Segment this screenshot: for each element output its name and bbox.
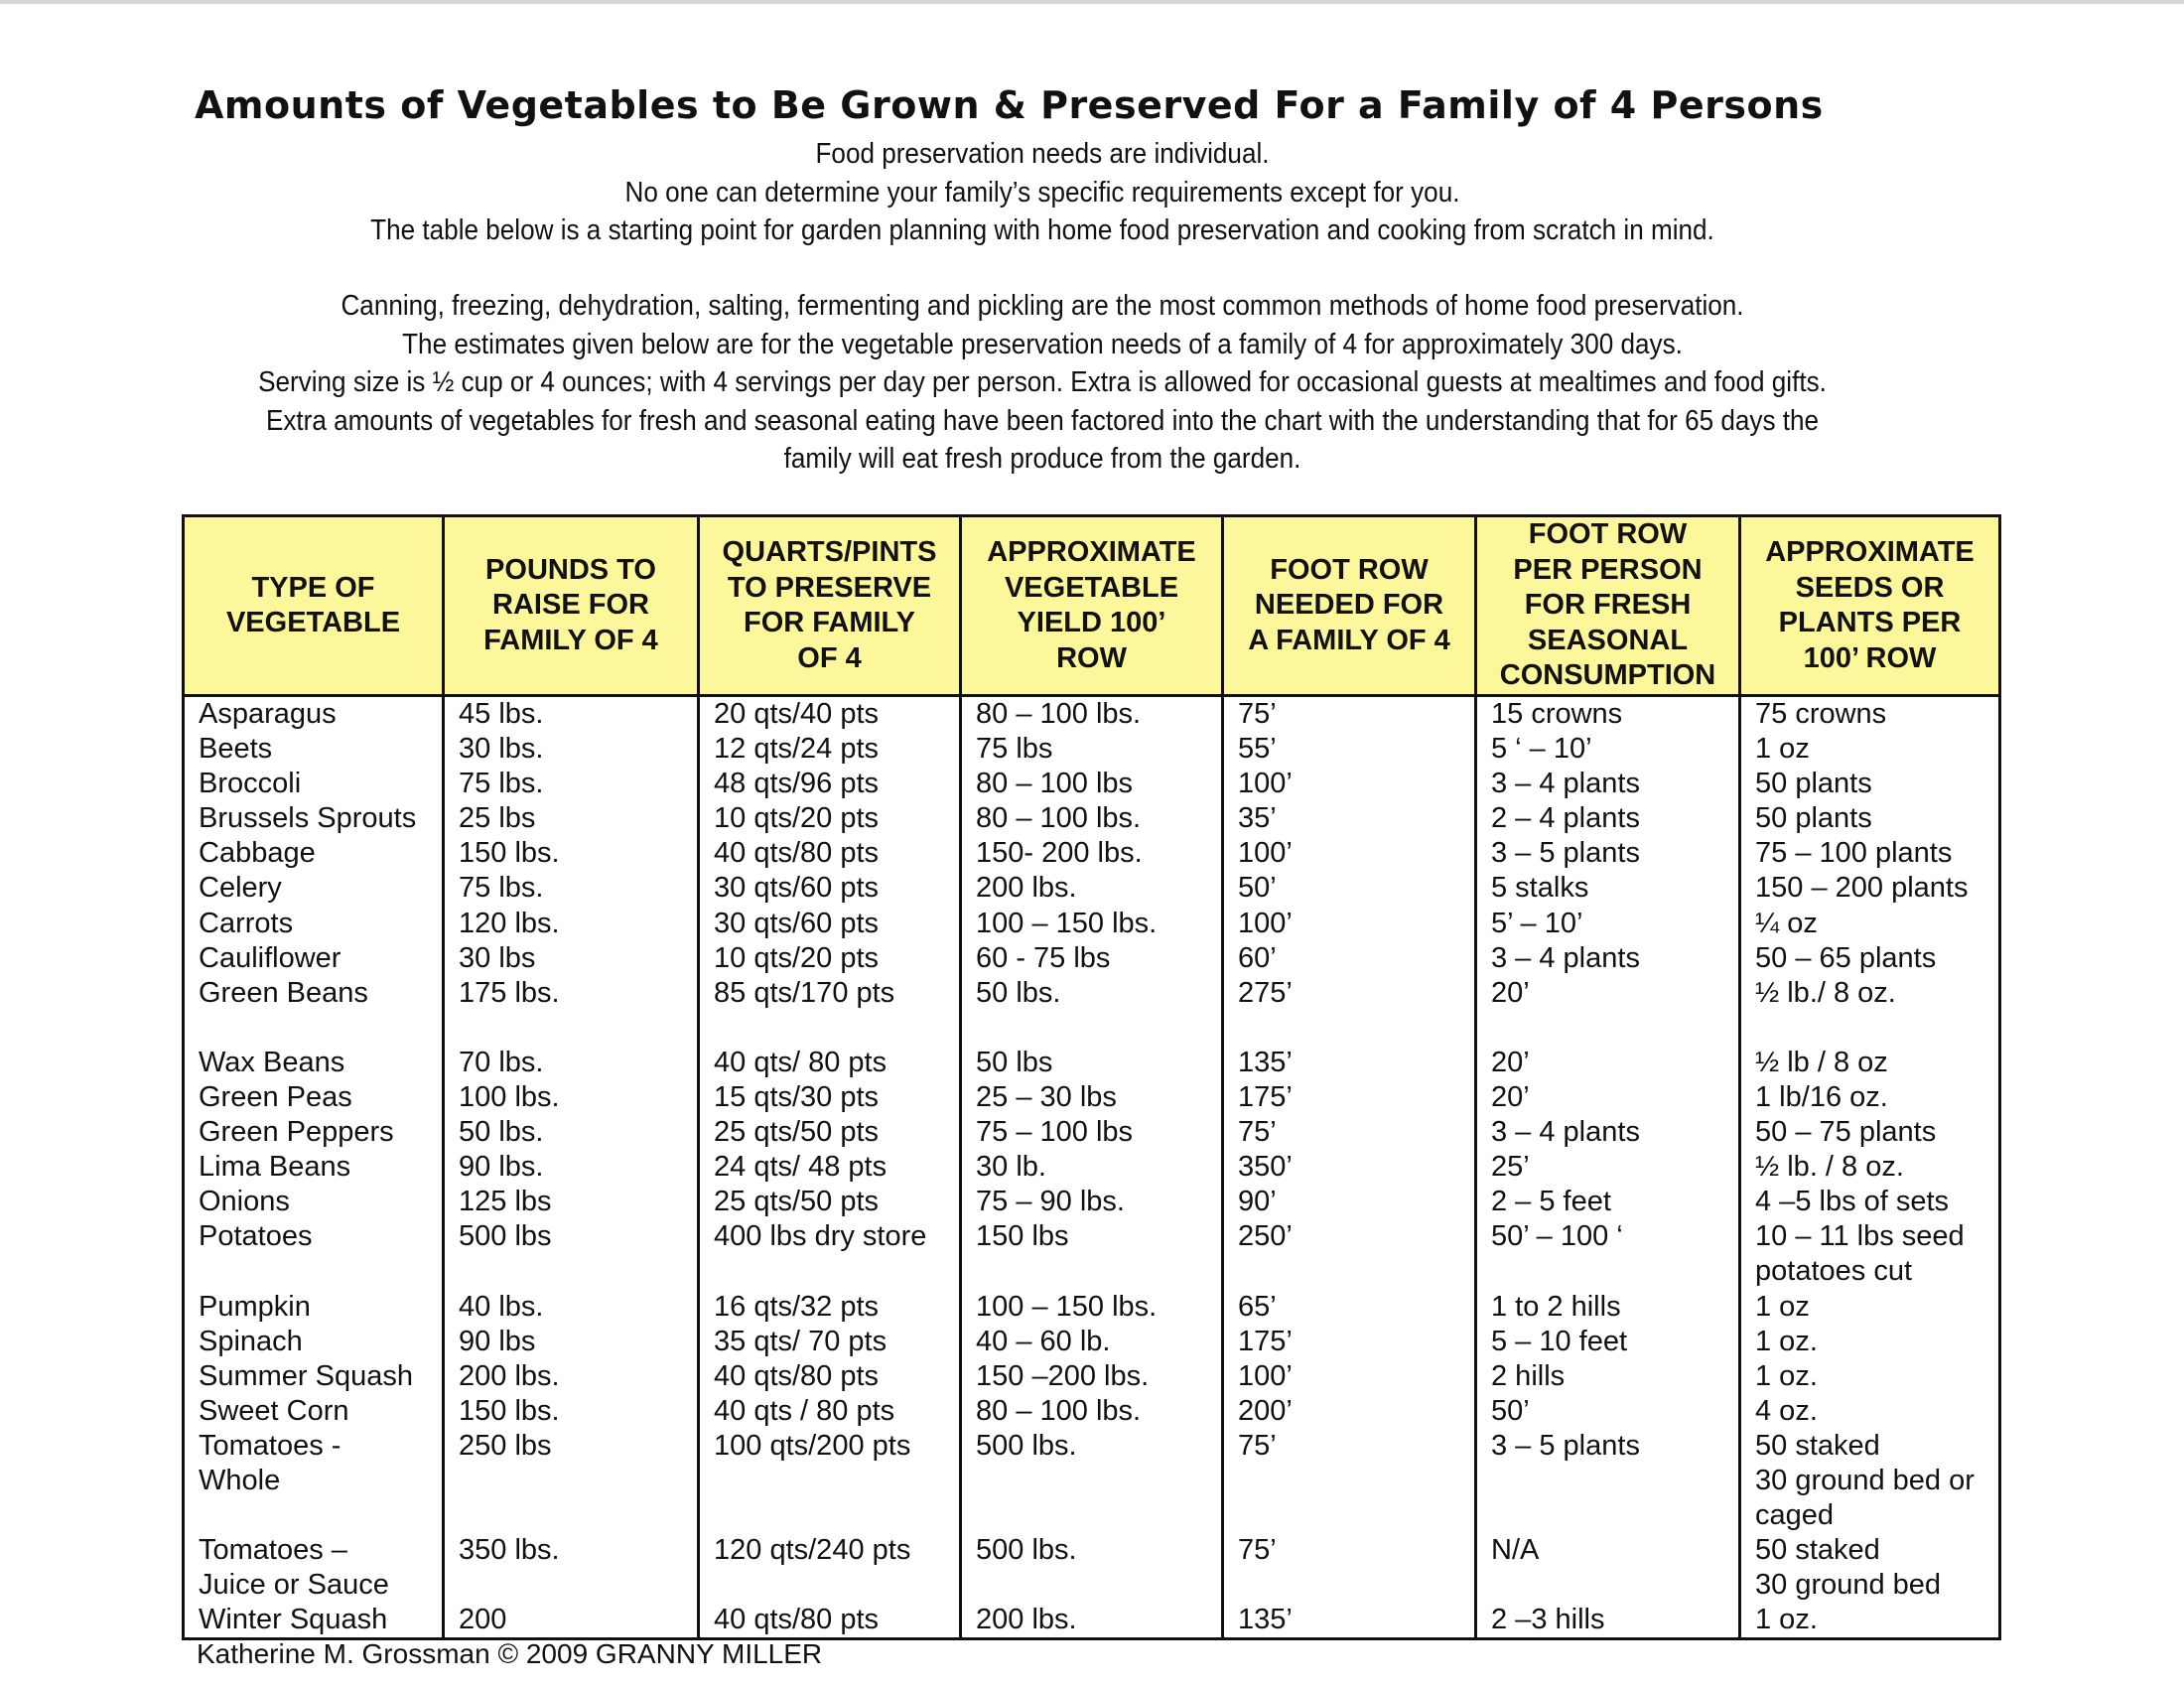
scan-edge [0, 0, 2184, 4]
table-cell: 15 crowns [1476, 696, 1740, 733]
intro-line: The table below is a starting point for garden planning with home food preservation and cooking from scratch in mind. [370, 214, 1714, 246]
table-cell: 25 qts/50 pts [699, 1185, 961, 1219]
table-cell: Broccoli [184, 767, 444, 801]
intro-line: family will eat fresh produce from the garden. [783, 443, 1301, 475]
table-cell: 30 lbs. [444, 732, 699, 767]
table-cell: 1 oz. [1740, 1603, 2000, 1639]
table-cell: 135’ [1223, 1603, 1476, 1639]
table-cell: 50 staked 30 ground bed or caged [1740, 1429, 2000, 1533]
table-cell: 35’ [1223, 801, 1476, 836]
table-cell: 150 lbs [961, 1219, 1223, 1289]
table-header-row [184, 516, 2000, 696]
spacer-cell [961, 1011, 1223, 1046]
table-cell: 3 – 4 plants [1476, 941, 1740, 976]
table-cell: 5 stalks [1476, 871, 1740, 906]
table-cell: Carrots [184, 907, 444, 941]
table-cell: 150 lbs. [444, 836, 699, 871]
table-cell: Celery [184, 871, 444, 906]
table-row [184, 1290, 2000, 1325]
table-cell: Green Beans [184, 976, 444, 1011]
table-cell: 60’ [1223, 941, 1476, 976]
table-cell: Green Peppers [184, 1115, 444, 1150]
table-cell: 85 qts/170 pts [699, 976, 961, 1011]
table-cell: 24 qts/ 48 pts [699, 1150, 961, 1185]
table-cell: 16 qts/32 pts [699, 1290, 961, 1325]
spacer-cell [699, 1011, 961, 1046]
spacer-cell [184, 1011, 444, 1046]
table-cell: Sweet Corn [184, 1394, 444, 1429]
column-header: APPROXIMATE SEEDS OR PLANTS PER 100’ ROW [1740, 516, 2000, 696]
table-cell: 50’ [1223, 871, 1476, 906]
table-cell: 10 qts/20 pts [699, 941, 961, 976]
table-cell: 50 – 75 plants [1740, 1115, 2000, 1150]
table-cell: 50 lbs. [961, 976, 1223, 1011]
table-cell: 5’ – 10’ [1476, 907, 1740, 941]
table-cell: 2 –3 hills [1476, 1603, 1740, 1639]
table-cell: 80 – 100 lbs. [961, 801, 1223, 836]
table-cell: 4 –5 lbs of sets [1740, 1185, 2000, 1219]
group-spacer-row [184, 1011, 2000, 1046]
column-header: APPROXIMATE VEGETABLE YIELD 100’ ROW [961, 516, 1223, 696]
table-cell: 3 – 4 plants [1476, 767, 1740, 801]
table-cell: 50 lbs. [444, 1115, 699, 1150]
table-cell: 5 ‘ – 10’ [1476, 732, 1740, 767]
table-cell: 500 lbs. [961, 1533, 1223, 1603]
table-row [184, 1533, 2000, 1603]
table-cell: 75 – 100 lbs [961, 1115, 1223, 1150]
table-cell: 20’ [1476, 1080, 1740, 1115]
table-cell: 3 – 5 plants [1476, 1429, 1740, 1533]
table-cell: Onions [184, 1185, 444, 1219]
table-cell: 75 lbs. [444, 871, 699, 906]
table-cell: ½ lb / 8 oz [1740, 1046, 2000, 1080]
table-cell: 40 qts / 80 pts [699, 1394, 961, 1429]
table-cell: 80 – 100 lbs. [961, 1394, 1223, 1429]
table-cell: 75’ [1223, 696, 1476, 733]
table-row [184, 801, 2000, 836]
table-cell: 100’ [1223, 836, 1476, 871]
spacer-cell [444, 1011, 699, 1046]
table-cell: 100 qts/200 pts [699, 1429, 961, 1533]
table-cell: Spinach [184, 1325, 444, 1359]
table-cell: ½ lb. / 8 oz. [1740, 1150, 2000, 1185]
table-cell: Green Peas [184, 1080, 444, 1115]
table-cell: 80 – 100 lbs. [961, 696, 1223, 733]
table-cell: 50’ – 100 ‘ [1476, 1219, 1740, 1289]
table-cell: 200 lbs. [961, 871, 1223, 906]
table-cell: 30 qts/60 pts [699, 871, 961, 906]
table-cell: 250’ [1223, 1219, 1476, 1289]
intro-paragraph-2 [247, 287, 1838, 479]
intro-line: Canning, freezing, dehydration, salting, fermenting and pickling are the most common methods of home food preservation. [341, 290, 1744, 322]
table-cell: 2 – 5 feet [1476, 1185, 1740, 1219]
intro-line: No one can determine your family’s specific requirements except for you. [624, 176, 1460, 209]
table-cell: 55’ [1223, 732, 1476, 767]
spacer-cell [1223, 1011, 1476, 1046]
table-row [184, 1394, 2000, 1429]
table-cell: Brussels Sprouts [184, 801, 444, 836]
table-cell: 175’ [1223, 1080, 1476, 1115]
table-cell: 1 lb/16 oz. [1740, 1080, 2000, 1115]
table-row [184, 1325, 2000, 1359]
table-cell: ¼ oz [1740, 907, 2000, 941]
table-cell: 1 oz [1740, 1290, 2000, 1325]
table-cell: 150 – 200 plants [1740, 871, 2000, 906]
table-cell: 100’ [1223, 1359, 1476, 1394]
table-cell: 48 qts/96 pts [699, 767, 961, 801]
table-cell: Potatoes [184, 1219, 444, 1289]
table-cell: Summer Squash [184, 1359, 444, 1394]
table-cell: 1 to 2 hills [1476, 1290, 1740, 1325]
table-cell: 350 lbs. [444, 1533, 699, 1603]
table-row [184, 732, 2000, 767]
table-cell: 10 qts/20 pts [699, 801, 961, 836]
table-row [184, 907, 2000, 941]
intro-paragraph-1 [247, 135, 1838, 250]
table-cell: 200’ [1223, 1394, 1476, 1429]
table-cell: 250 lbs [444, 1429, 699, 1533]
table-cell: Lima Beans [184, 1150, 444, 1185]
table-cell: 4 oz. [1740, 1394, 2000, 1429]
table-cell: N/A [1476, 1533, 1740, 1603]
column-header: POUNDS TO RAISE FOR FAMILY OF 4 [444, 516, 699, 696]
table-cell: 400 lbs dry store [699, 1219, 961, 1289]
table-cell: 150- 200 lbs. [961, 836, 1223, 871]
table-cell: 3 – 5 plants [1476, 836, 1740, 871]
table-row [184, 941, 2000, 976]
intro-line: Food preservation needs are individual. [815, 138, 1270, 170]
table-cell: 15 qts/30 pts [699, 1080, 961, 1115]
table-row [184, 1185, 2000, 1219]
table-cell: 30 lb. [961, 1150, 1223, 1185]
column-header: QUARTS/PINTS TO PRESERVE FOR FAMILY OF 4 [699, 516, 961, 696]
table-cell: 50 plants [1740, 801, 2000, 836]
table-cell: 100’ [1223, 907, 1476, 941]
table-cell: 45 lbs. [444, 696, 699, 733]
table-cell: 75 crowns [1740, 696, 2000, 733]
table-cell: 100’ [1223, 767, 1476, 801]
table-cell: 40 qts/ 80 pts [699, 1046, 961, 1080]
table-cell: 40 qts/80 pts [699, 836, 961, 871]
table-cell: 60 - 75 lbs [961, 941, 1223, 976]
table-cell: 150 –200 lbs. [961, 1359, 1223, 1394]
table-cell: 12 qts/24 pts [699, 732, 961, 767]
table-row [184, 1219, 2000, 1289]
column-header: TYPE OF VEGETABLE [184, 516, 444, 696]
table-cell: Beets [184, 732, 444, 767]
spacer-cell [1476, 1011, 1740, 1046]
table-cell: 500 lbs [444, 1219, 699, 1289]
table-cell: 50 – 65 plants [1740, 941, 2000, 976]
table-cell: Pumpkin [184, 1290, 444, 1325]
vegetable-table [182, 514, 2001, 1640]
table-cell: 5 – 10 feet [1476, 1325, 1740, 1359]
table-cell: 120 lbs. [444, 907, 699, 941]
spacer-cell [1740, 1011, 2000, 1046]
table-cell: 125 lbs [444, 1185, 699, 1219]
table-row [184, 1150, 2000, 1185]
table-cell: 70 lbs. [444, 1046, 699, 1080]
table-cell: 200 [444, 1603, 699, 1639]
table-cell: 1 oz. [1740, 1325, 2000, 1359]
table-cell: Cauliflower [184, 941, 444, 976]
table-cell: 150 lbs. [444, 1394, 699, 1429]
intro-line: Serving size is ½ cup or 4 ounces; with 4 servings per day per person. Extra is allowed for occasional guests at mealtimes and food gifts. [258, 366, 1827, 398]
table-cell: 2 – 4 plants [1476, 801, 1740, 836]
table-row [184, 1429, 2000, 1533]
table-cell: 1 oz. [1740, 1359, 2000, 1394]
table-row [184, 1115, 2000, 1150]
table-cell: 10 – 11 lbs seed potatoes cut [1740, 1219, 2000, 1289]
table-cell: 40 lbs. [444, 1290, 699, 1325]
table-cell: 75 – 100 plants [1740, 836, 2000, 871]
column-header: FOOT ROW NEEDED FOR A FAMILY OF 4 [1223, 516, 1476, 696]
table-cell: 90 lbs [444, 1325, 699, 1359]
table-cell: ½ lb./ 8 oz. [1740, 976, 2000, 1011]
table-row [184, 696, 2000, 733]
table-cell: 40 qts/80 pts [699, 1603, 961, 1639]
table-cell: 1 oz [1740, 732, 2000, 767]
copyright-credit: Katherine M. Grossman © 2009 GRANNY MILLER [197, 1638, 823, 1669]
table-cell: 350’ [1223, 1150, 1476, 1185]
table-cell: 90 lbs. [444, 1150, 699, 1185]
column-header: FOOT ROW PER PERSON FOR FRESH SEASONAL CONSUMPTION [1476, 516, 1740, 696]
table-cell: Tomatoes - Whole [184, 1429, 444, 1533]
table-row [184, 836, 2000, 871]
table-row [184, 1603, 2000, 1639]
table-cell: 30 lbs [444, 941, 699, 976]
table-cell: 20’ [1476, 976, 1740, 1011]
table-cell: 3 – 4 plants [1476, 1115, 1740, 1150]
table-row [184, 1359, 2000, 1394]
table-cell: Asparagus [184, 696, 444, 733]
table-cell: 175’ [1223, 1325, 1476, 1359]
table-cell: 2 hills [1476, 1359, 1740, 1394]
table-row [184, 1080, 2000, 1115]
table-cell: 35 qts/ 70 pts [699, 1325, 961, 1359]
table-cell: Tomatoes – Juice or Sauce [184, 1533, 444, 1603]
intro-line: Extra amounts of vegetables for fresh and seasonal eating have been factored into the chart with the understanding that for 65 days the [265, 404, 1820, 437]
table-row [184, 871, 2000, 906]
intro-line: The estimates given below are for the vegetable preservation needs of a family of 4 for approximately 300 days. [402, 328, 1683, 360]
table-cell: 20’ [1476, 1046, 1740, 1080]
table-cell: 25 qts/50 pts [699, 1115, 961, 1150]
table-cell: 200 lbs. [444, 1359, 699, 1394]
table-cell: 25’ [1476, 1150, 1740, 1185]
table-cell: 90’ [1223, 1185, 1476, 1219]
table-cell: Wax Beans [184, 1046, 444, 1080]
table-cell: 500 lbs. [961, 1429, 1223, 1533]
table-cell: 25 – 30 lbs [961, 1080, 1223, 1115]
table-cell: 50’ [1476, 1394, 1740, 1429]
table-cell: 100 – 150 lbs. [961, 907, 1223, 941]
table-cell: 50 lbs [961, 1046, 1223, 1080]
table-cell: 20 qts/40 pts [699, 696, 961, 733]
page-title: Amounts of Vegetables to Be Grown & Preserved For a Family of 4 Persons [195, 83, 1824, 127]
table-cell: 40 – 60 lb. [961, 1325, 1223, 1359]
table-cell: 100 lbs. [444, 1080, 699, 1115]
table-row [184, 976, 2000, 1011]
table-cell: 75 lbs. [444, 767, 699, 801]
table-cell: 75 – 90 lbs. [961, 1185, 1223, 1219]
table-cell: 120 qts/240 pts [699, 1533, 961, 1603]
table-cell: 65’ [1223, 1290, 1476, 1325]
table-cell: 30 qts/60 pts [699, 907, 961, 941]
table-cell: 135’ [1223, 1046, 1476, 1080]
table-cell: 100 – 150 lbs. [961, 1290, 1223, 1325]
table-cell: 25 lbs [444, 801, 699, 836]
table-cell: Cabbage [184, 836, 444, 871]
table-cell: 50 plants [1740, 767, 2000, 801]
table-cell: 75’ [1223, 1533, 1476, 1603]
table-cell: 175 lbs. [444, 976, 699, 1011]
table-cell: 75’ [1223, 1429, 1476, 1533]
table-cell: 50 staked 30 ground bed [1740, 1533, 2000, 1603]
table-cell: 75 lbs [961, 732, 1223, 767]
table-cell: 40 qts/80 pts [699, 1359, 961, 1394]
table-row [184, 767, 2000, 801]
table-cell: 80 – 100 lbs [961, 767, 1223, 801]
table-body [184, 696, 2000, 1639]
table-row [184, 1046, 2000, 1080]
table-cell: Winter Squash [184, 1603, 444, 1639]
table-cell: 200 lbs. [961, 1603, 1223, 1639]
table-cell: 275’ [1223, 976, 1476, 1011]
table-cell: 75’ [1223, 1115, 1476, 1150]
